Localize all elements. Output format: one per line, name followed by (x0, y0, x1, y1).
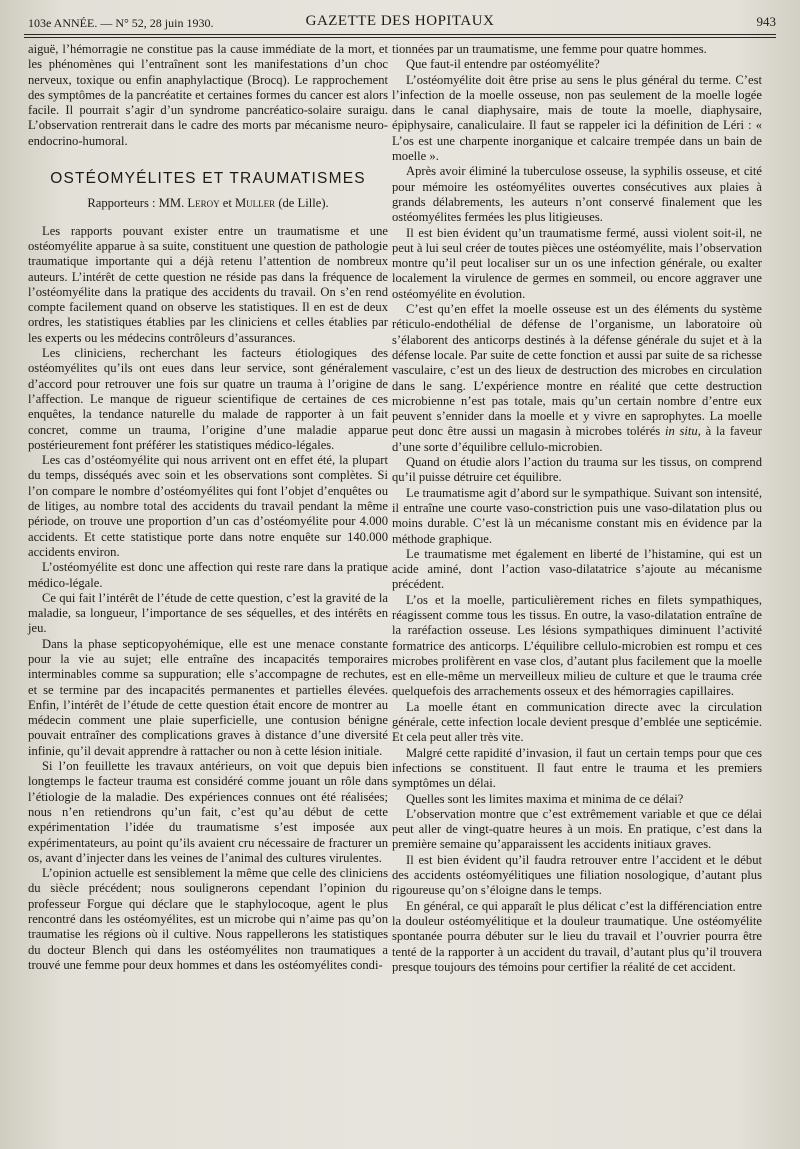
paragraph-text: C’est qu’en effet la moelle osseuse est un des éléments du système réticulo-endothélial de défense de l’organisme, un laboratoire où s’élaborent des anticorps destinés à la défense générale du sujet et à la défense locale. Par suite de cette fonction et aussi par suite de sa richesse vasculaire, c’est un des lieux de destruction des microbes en circulation dans le sang. L’expérience montre en réalité que cette destruction microbienne n’est pas totale, mais qu’un certain nombre d’entre eux peuvent s’ennider dans la moelle et y vivre en saprophytes. La moelle peut donc être aussi un magasin à microbes tolérés (392, 302, 762, 439)
paragraph: L’ostéomyélite doit être prise au sens le plus général du terme. C’est l’infection de la moelle osseuse, non pas seulement de la moelle logée dans le canal diaphysaire, mais de toute la moelle, diaphysaire, épiphysaire, canaliculaire. Il faut se rappeler ici la définition de Léri : « L’os est une charpente inorganique et calcaire trempée dans un bain de moelle ». (392, 72, 762, 164)
latin-term: in situ (664, 424, 698, 439)
paragraph: Après avoir éliminé la tuberculose osseuse, la syphilis osseuse, et cité pour mémoire les ostéomyélites ouvertes consécutives aux plaies à grands délabrements, les auteurs n’ont conservé finalement que les ostéomyélites fermées les plus litigieuses. (392, 164, 762, 225)
paragraph: Les cliniciens, recherchant les facteurs étiologiques des ostéomyélites qu’ils ont eues dans leur service, sont généralement d’accord pour retrouver une fois sur quatre un trauma à l’origine de l’affection. Le manque de rigueur scientifique de certaines de ces enquêtes, la tendance naturelle du malade de rapporter à un fait concret, comme un trauma, l’origine d’une maladie apparue postérieurement font préférer les statistiques médico-légales. (28, 346, 388, 452)
paragraph: Il est bien évident qu’un traumatisme fermé, aussi violent soit-il, ne peut à lui seul créer de toutes pièces une ostéomyélite, mais l’observation montre qu’il peut localiser sur un os une infection générale, ou exalter localement la virulence de germes en sommeil, ou encore aggraver une ostéomyélite en évolution. (392, 225, 762, 301)
paragraph: L’observation montre que c’est extrêmement variable et que ce délai peut aller de vingt-quatre heures à un mois. En pratique, c’est dans la première semaine qu’apparaissent les accidents initiaux graves. (392, 806, 762, 852)
reporters-suffix: (de Lille). (275, 196, 329, 211)
page-number: 943 (756, 14, 776, 29)
reporters-conjunction: et (219, 196, 235, 211)
left-column (28, 42, 388, 973)
paragraph: Quelles sont les limites maxima et minima de ce délai? (406, 791, 684, 806)
right-column (392, 42, 762, 975)
section-title: OSTÉOMYÉLITES ET TRAUMATISMES (50, 170, 366, 188)
reporters-line (28, 196, 388, 211)
paragraph: Il est bien évident qu’il faudra retrouver entre l’accident et le début des accidents ostéomyélitiques une filiation nosologique, d’autant plus rigoureuse qu’on s’éloigne dans le temps. (392, 852, 762, 898)
header-rule-double (24, 37, 776, 38)
paragraph: Le traumatisme agit d’abord sur le sympathique. Suivant son intensité, il entraîne une courte vaso-constriction puis une vaso-dilatation plus ou moins durable. C’est là un mécanisme constant mis en évidence par la méthode graphique. (392, 485, 762, 546)
paragraph: Les rapports pouvant exister entre un traumatisme et une ostéomyélite apparue à sa suite, constituent une question de pathologie traumatique importante qui a déjà retenu l’attention de nombreux auteurs. L’intérêt de cette question ne réside pas dans la fréquence de l’ostéomyélite dans la pratique des accidents du travail. On s’en rend compte facilement quand on observe les statistiques. Il en est de deux ordres, les statistiques établies par les cliniciens et celles établies par les experts ou les médecins contrôleurs d’assurances. (28, 223, 388, 345)
paragraph: Les cas d’ostéomyélite qui nous arrivent ont en effet été, la plupart du temps, disséqués avec soin et les observations sont complètes. Si l’on compare le nombre d’ostéomyélites qui font l’objet d’enquêtes ou de litiges, au nombre total des accidents du travail pendant la même période, on trouve une proportion d’un cas d’ostéomyélite pour 4.000 accidents. Et cette statistique porte dans notre enquête sur 140.000 accidents environ. (28, 453, 388, 559)
reporter-name: Leroy (187, 196, 220, 211)
paragraph (392, 302, 762, 455)
paragraph: aiguë, l’hémorragie ne constitue pas la cause immédiate de la mort, et les phénomènes qui l’entraînent sont les manifestations d’un choc nerveux, toxique ou enfin anaphylactique (Brocq). Le rapprochement des symptômes de la pancréatite et certaines formes du cancer est alors facile. Il pourrait s’agir d’un syndrome pancréatico-solaire suraigu. L’observation rentrerait dans le cadre des morts par mécanisme neuro-endocrino-humoral. (28, 42, 388, 148)
paragraph: Dans la phase septicopyohémique, elle est une menace constante pour la vie au sujet; elle entraîne des incapacités temporaires interminables comme sa suppuration; elle s’accompagne de rechutes, et se termine par des incapacités permanentes et partielles élevées. Enfin, l’intérêt de l’étude de cette question était encore de montrer au médecin comment une plaie superficielle, une contusion bénigne pouvait entraîner des complications graves à distance d’une diversité infinie, qu’il devait apprendre à rattacher ou non à cette lésion initiale. (28, 636, 388, 758)
issue-info: 103e ANNÉE. — N° 52, 28 juin 1930. (28, 16, 214, 30)
paragraph-text: , à la faveur d’une sorte d’équilibre cellulo-microbien. (392, 424, 763, 454)
running-header (24, 8, 776, 36)
journal-title: GAZETTE DES HOPITAUX (305, 13, 495, 29)
reporters-prefix: Rapporteurs : MM. (87, 196, 188, 211)
paragraph: Quand on étudie alors l’action du trauma sur les tissus, on comprend qu’il puisse détruire cet équilibre. (392, 455, 762, 485)
reporter-name: Muller (234, 196, 276, 211)
paragraph: Malgré cette rapidité d’invasion, il faut un certain temps pour que ces infections se constituent. Il faut entre le trauma et les premiers symptômes un délai. (392, 745, 762, 791)
paragraph: L’opinion actuelle est sensiblement la même que celle des cliniciens du siècle précédent; nous soulignerons cependant l’opinion du professeur Forgue qui déclare que le staphylocoque, agent le plus rencontré dans les ostéomyélites, est un microbe qui n’aime pas qu’on traumatise les régions où il cultive. Nous rappellerons les statistiques du docteur Blench qui dans les ostéomyélites non traumatiques a trouvé une femme pour deux hommes et dans les ostéomyélites condi- (28, 866, 388, 972)
paragraph: Ce qui fait l’intérêt de l’étude de cette question, c’est la gravité de la maladie, sa longueur, l’importance de ses séquelles, et des intérêts en jeu. (28, 590, 388, 636)
paragraph: L’ostéomyélite est donc une affection qui reste rare dans la pratique médico-légale. (28, 560, 388, 590)
paragraph: Si l’on feuillette les travaux antérieurs, on voit que depuis bien longtemps le facteur trauma est considéré comme jouant un rôle dans l’étiologie de la maladie. Des expériences connues ont été réalisées; nous n’en retiendrons qu’un fait, c’est qu’au début de cette expérimentation l’idée du traumatisme s’est imposée aux expérimentateurs, au point qu’ils avaient cru nécessaire de fracturer un os, avant d’injecter dans les veines de l’animal des cultures virulentes. (28, 759, 388, 865)
header-rule (24, 34, 776, 35)
paragraph: Que faut-il entendre par ostéomyélite? (406, 57, 600, 72)
paragraph: tionnées par un traumatisme, une femme pour quatre hommes. (392, 42, 707, 56)
paragraph: La moelle étant en communication directe avec la circulation générale, cette infection locale devient presque d’emblée une septicémie. Et cela peut aller très vite. (392, 699, 762, 745)
paragraph: L’os et la moelle, particulièrement riches en filets sympathiques, réagissent comme tous les tissus. En outre, la vaso-dilatation entraîne de la raréfaction osseuse. Les lésions sympathiques diminuent l’activité formatrice des anticorps. L’équilibre cellulo-microbien est rompu et ces microbes prolifèrent en vase clos, d’autant plus facilement que la moelle est en elle-même un merveilleux milieu de culture et que le trauma crée quelquefois des arrachements osseux et des hémorragies capillaires. (392, 592, 762, 699)
paragraph: En général, ce qui apparaît le plus délicat c’est la différenciation entre la douleur ostéomyélitique et la douleur traumatique. Une ostéomyélite spontanée pourra débuter sur le lieu du travail et l’ouvrier pourra être tenté de la rapporter à un accident du travail, d’autant plus qu’il trouvera presque toujours des témoins pour certifier la réalité de cet accident. (392, 898, 762, 974)
paragraph: Le traumatisme met également en liberté de l’histamine, qui est un acide aminé, dont l’action vaso-dilatatrice s’ajoute au mécanisme précédent. (392, 546, 762, 592)
